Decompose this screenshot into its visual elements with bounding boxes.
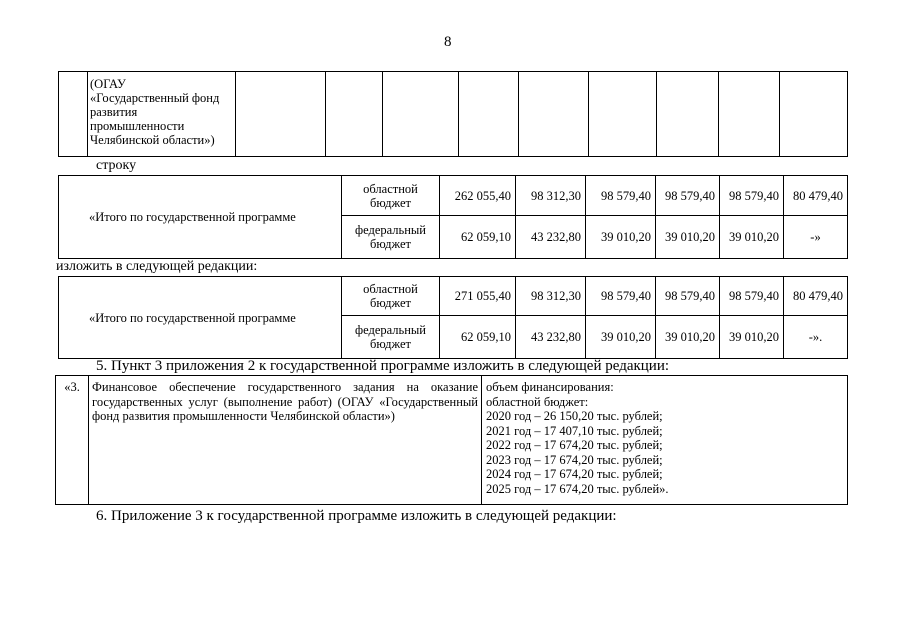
value-cell: 39 010,20 bbox=[656, 216, 720, 259]
funding-line: 2025 год – 17 674,20 тыс. рублей». bbox=[486, 481, 669, 496]
funding-cell bbox=[482, 376, 848, 505]
empty-cell bbox=[459, 72, 519, 157]
source-label: областной бюджет bbox=[342, 277, 440, 316]
value-cell: 39 010,20 bbox=[586, 316, 656, 359]
funding-line: 2022 год – 17 674,20 тыс. рублей; bbox=[486, 438, 663, 452]
label-stroku: строку bbox=[96, 158, 137, 173]
funding-line: 2021 год – 17 407,10 тыс. рублей; bbox=[486, 423, 663, 438]
item-description: Финансовое обеспечение государственного задания на оказание государственных услуг (выполнение работ) (ОГАУ «Государственный фонд развития промышленности Челябинской области») bbox=[89, 376, 482, 505]
item3-table bbox=[55, 375, 848, 505]
empty-cell bbox=[519, 72, 589, 157]
source-label: областной бюджет bbox=[342, 176, 440, 216]
empty-cell bbox=[326, 72, 383, 157]
value-cell: 98 579,40 bbox=[586, 277, 656, 316]
org-line: (ОГАУ bbox=[90, 77, 126, 91]
value-cell: 80 479,40 bbox=[784, 277, 848, 316]
funding-line: 2024 год – 17 674,20 тыс. рублей; bbox=[486, 467, 663, 481]
totals-title: «Итого по государственной программе bbox=[89, 210, 296, 224]
funding-line: объем финансирования: bbox=[486, 380, 614, 394]
value-cell: 80 479,40 bbox=[784, 176, 848, 216]
funding-line: 2020 год – 26 150,20 тыс. рублей; bbox=[486, 409, 663, 423]
source-label: федеральный бюджет bbox=[342, 316, 440, 359]
value-cell: 98 312,30 bbox=[516, 176, 586, 216]
value-cell: 262 055,40 bbox=[440, 176, 516, 216]
value-cell: 39 010,20 bbox=[720, 316, 784, 359]
paragraph-5: 5. Пункт 3 приложения 2 к государственной программе изложить в следующей редакции: bbox=[96, 358, 670, 374]
value-cell: 98 579,40 bbox=[720, 176, 784, 216]
empty-cell bbox=[589, 72, 657, 157]
funding-line: 2023 год – 17 674,20 тыс. рублей; bbox=[486, 452, 663, 467]
paragraph-6: 6. Приложение 3 к государственной программе изложить в следующей редакции: bbox=[96, 508, 617, 524]
empty-cell bbox=[719, 72, 780, 157]
totals-title: «Итого по государственной программе bbox=[89, 310, 296, 325]
top-fragment-table bbox=[58, 71, 848, 157]
empty-cell bbox=[383, 72, 459, 157]
totals-title-cell bbox=[59, 277, 342, 359]
value-cell: 62 059,10 bbox=[440, 316, 516, 359]
org-line: развития bbox=[90, 105, 138, 119]
empty-cell bbox=[657, 72, 719, 157]
value-cell: 43 232,80 bbox=[516, 316, 586, 359]
table-new-totals bbox=[58, 276, 848, 359]
value-cell: 39 010,20 bbox=[656, 316, 720, 359]
value-cell: 39 010,20 bbox=[586, 216, 656, 259]
value-cell: 271 055,40 bbox=[440, 277, 516, 316]
item-number: «3. bbox=[56, 376, 89, 505]
empty-cell bbox=[780, 72, 848, 157]
value-cell: 43 232,80 bbox=[516, 216, 586, 259]
funding-line: областной бюджет: bbox=[486, 394, 589, 409]
value-cell: -». bbox=[784, 316, 848, 359]
empty-cell bbox=[236, 72, 326, 157]
value-cell: 39 010,20 bbox=[720, 216, 784, 259]
value-cell: 98 579,40 bbox=[586, 176, 656, 216]
org-line: «Государственный фонд bbox=[90, 91, 220, 105]
value-cell: 62 059,10 bbox=[440, 216, 516, 259]
source-label: федеральный бюджет bbox=[342, 216, 440, 259]
value-cell: -» bbox=[784, 216, 848, 259]
label-new-edition: изложить в следующей редакции: bbox=[56, 259, 258, 274]
org-line: Челябинской области») bbox=[90, 133, 215, 147]
org-cell bbox=[88, 72, 236, 157]
page-number: 8 bbox=[444, 34, 452, 50]
table-old-totals bbox=[58, 175, 848, 259]
totals-title-cell bbox=[59, 176, 342, 259]
org-line: промышленности bbox=[90, 119, 185, 133]
value-cell: 98 579,40 bbox=[656, 277, 720, 316]
empty-cell bbox=[59, 72, 88, 157]
value-cell: 98 312,30 bbox=[516, 277, 586, 316]
value-cell: 98 579,40 bbox=[656, 176, 720, 216]
value-cell: 98 579,40 bbox=[720, 277, 784, 316]
